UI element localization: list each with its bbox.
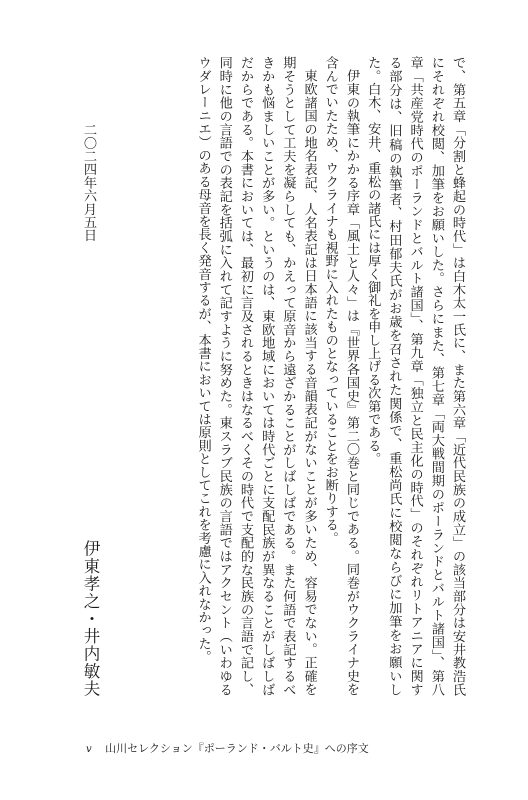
page-number: v [86,744,92,755]
paragraph-1: で、第五章「分割と蜂起の時代」は白木太一氏に、また第六章「近代民族の成立」の該当部分は安井教浩氏にそれぞれ校閲、加筆をお願いした。さらにまた、第七章「両大戦間期のポーランドとバルト諸国」、第八章「共産党時代のポーランドとバルト諸国」、第九章「独立と民主化の時代」のそれぞれリトアニアに関する部分は、旧稿の執筆者、村田郁夫氏がお歳を召された関係で、重松尚氏に校閲ならびに加筆をお願いした。白木、安井、重松の諸氏には厚く御礼を申し上げる次第である。 [365,56,465,696]
body-text [192,56,468,696]
paragraph-3: 東欧諸国の地名表記、人名表記は日本語に該当する音韻表記がないことが多いため、容易でない。正確を期そうとして工夫を凝らしても、かえって原音から遠ざかることがしばしばである。また何語で表記するべきかも悩ましいことが多い。というのは、東欧地域においては時代ごとに支配民族が異なることがしばしばだからである。本書においては、最初に言及されるときはなるべくその時代で支配的な民族の言語で記し、同時に他の言語での表記を括弧に入れて記すように努めた。東スラブ民族の言語ではアクセント（いわゆるウダレーニエ）のある母音を長く発音するが、本書においては原則としてこれを考慮に入れなかった。 [195,56,317,696]
preface-date: 二〇二四年六月五日 [81,123,96,242]
paragraph-2: 伊東の執筆にかかる序章「風土と人々」は『世界各国史』第二〇巻と同じである。同巻がウクライナ史を含んでいたため、ウクライナも視野に入れたものとなっていることをお断りする。 [322,56,359,696]
page-footer [86,742,369,757]
author-signature: 伊東孝之・井内敏夫 [81,540,100,698]
running-title: 山川セレクション『ポーランド・バルト史』への序文 [105,742,369,755]
